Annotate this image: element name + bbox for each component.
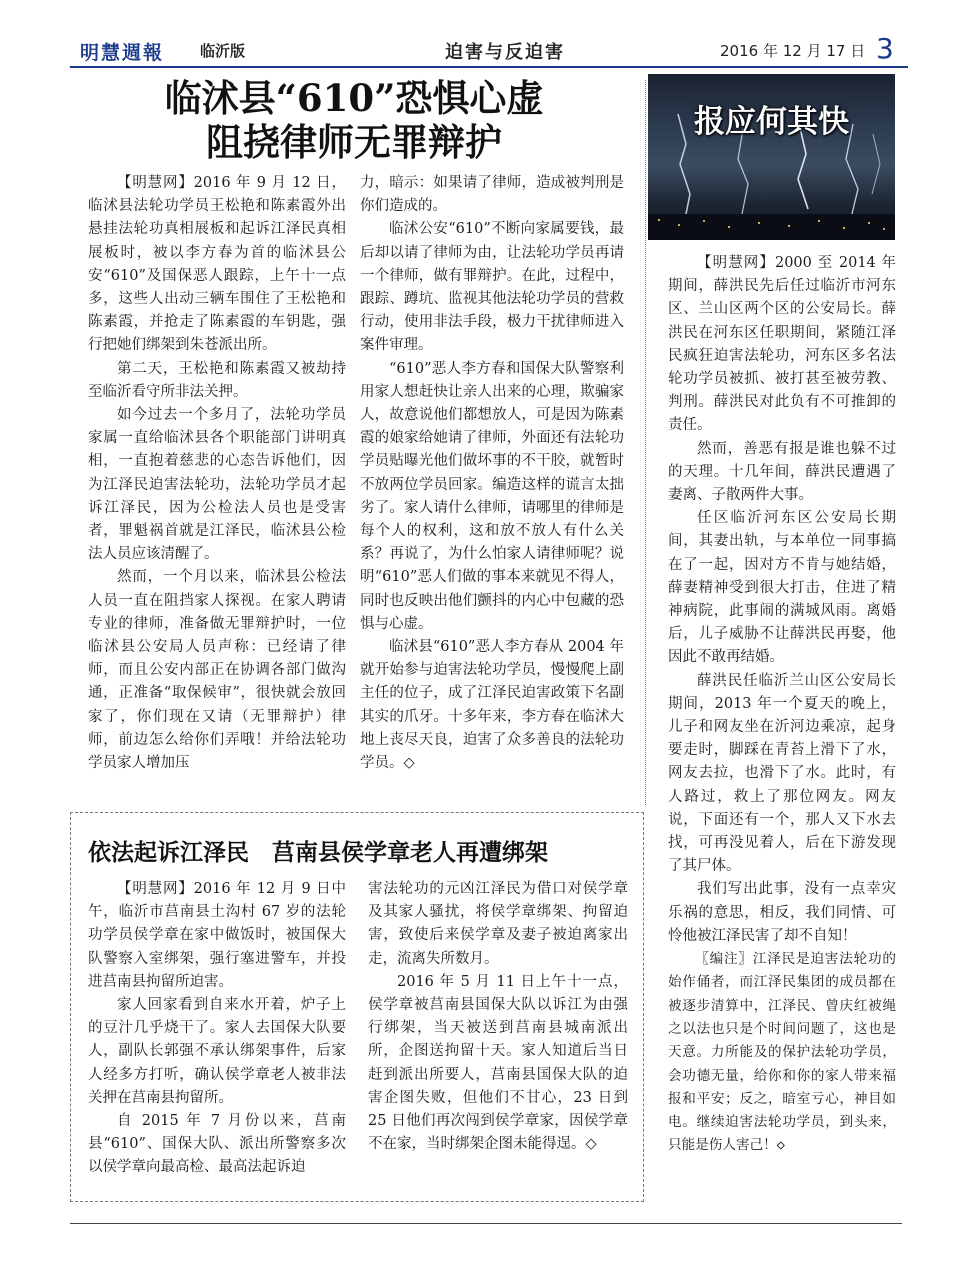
issue-date: 2016 年 12 月 17 日 — [720, 42, 866, 60]
page-number: 3 — [876, 32, 894, 65]
column-divider — [645, 80, 646, 805]
header-rule — [70, 66, 908, 68]
paragraph: 我们写出此事，没有一点幸灾乐祸的意思，相反，我们同情、可怜他被江泽民害了却不自知！ — [668, 881, 896, 944]
editor-note: 〖编注〗江泽民是迫害法轮功的始作俑者，而江泽民集团的成员都在被逐步清算中，江泽民、曾庆红被绳之以法也只是个时间问题了，这也是天意。力所能及的保护法轮功学员，会功德无量，给你和你的家人带来福报和平安；反之，暗室亏心，神目如电。继续迫害法轮功学员，到头来，只能是伤人害己！◇ — [668, 951, 896, 1154]
paragraph: 薛洪民任临沂兰山区公安局长期间，2013 年一个夏天的晚上，儿子和网友坐在沂河边乘凉，起身要走时，脚踩在青苔上滑下了水，网友去拉，也滑下了水。此时，有人路过，救上了那位网友。网友说，下面还有一个，那人又下水去找，可再没见着人，后在下游发现了其尸体。 — [668, 672, 896, 875]
paragraph: 家人回家看到自来水开着，炉子上的豆汁几乎烧干了。家人去国保大队要人，副队长郭强不承认绑架事件，后家人经多方打听，确认侯学章老人被非法关押在莒南县拘留所。 — [88, 997, 346, 1106]
edition-label: 临沂版 — [200, 42, 246, 60]
footer-rule — [70, 1223, 902, 1224]
section-title: 迫害与反迫害 — [445, 42, 565, 63]
article3-headline: 报应何其快 — [694, 104, 849, 140]
masthead-logo: 明慧週報 — [80, 42, 165, 64]
article1-title-line2: 阻挠律师无罪辩护 — [206, 120, 502, 164]
article1-column-2 — [360, 172, 624, 775]
lightning-storm-image — [648, 74, 895, 240]
paragraph: 【明慧网】2000 至 2014 年期间，薛洪民先后任过临沂市河东区、兰山区两个区的公安局长。薛洪民在河东区任职期间，紧随江泽民疯狂迫害法轮功，河东区多名法轮功学员被抓、被打甚至被劳教、判刑。薛洪民对此负有不可推卸的责任。 — [668, 255, 896, 434]
paragraph-continued: 害法轮功的元凶江泽民为借口对侯学章及其家人骚扰，将侯学章绑架、拘留迫害，致使后来侯学章及妻子被迫离家出走，流离失所数月。 — [368, 881, 628, 967]
paragraph-continued: 力，暗示：如果请了律师，造成被判刑是你们造成的。 — [360, 175, 624, 215]
paragraph: 如今过去一个多月了，法轮功学员家属一直给临沭县各个职能部门讲明真相，一直抱着慈悲的心态告诉他们，因为江泽民迫害法轮功，法轮功学员才起诉江泽民，因为公检法人员也是受害者，罪魁祸首就是江泽民，临沭县公检法人员应该清醒了。 — [88, 407, 346, 563]
paragraph: 临沭公安“610”不断向家属要钱，最后却以请了律师为由，让法轮功学员再请一个律师，做有罪辩护。在此，过程中，跟踪、蹲坑、监视其他法轮功学员的营救行动，使用非法手段，极力干扰律师进入案件审理。 — [360, 221, 624, 354]
article1-column-1 — [88, 172, 346, 775]
paragraph: 临沭县“610”恶人李方春从 2004 年就开始参与迫害法轮功学员，慢慢爬上副主任的位子，成了江泽民迫害政策下名副其实的爪牙。十多年来，李方春在临沭大地上丧尽天良，迫害了众多善良的法轮功学员。◇ — [360, 639, 624, 772]
paragraph: 然而，一个月以来，临沭县公检法人员一直在阻挡家人探视。在家人聘请专业的律师，准备做无罪辩护时，一位临沭县公安局人员声称：已经请了律师，而且公安内部正在协调各部门做沟通，正准备“取保候审”，很快就会放回家了，你们现在又请（无罪辩护）律师，前边怎么给你们弄哦！并给法轮功学员家人增加压 — [88, 569, 346, 772]
paragraph: 2016 年 5 月 11 日上午十一点，侯学章被莒南县国保大队以诉江为由强行绑架，当天被送到莒南县城南派出所，企图送拘留十天。家人知道后当日赶到派出所要人，莒南县国保大队的迫害企图失败，但他们不甘心，23 日到 25 日他们再次闯到侯学章家，因侯学章不在家，当时绑架企图未能得逞。◇ — [368, 973, 628, 1153]
article2-headline: 依法起诉江泽民 莒南县侯学章老人再遭绑架 — [88, 840, 548, 866]
paragraph: 任区临沂河东区公安局长期间，其妻出轨，与本单位一同事搞在了一起，因对方不肯与她结婚，薛妻精神受到很大打击，住进了精神病院，此事闹的满城风雨。离婚后，儿子威胁不让薛洪民再娶，他因此不敢再结婚。 — [668, 510, 896, 666]
paragraph: 【明慧网】2016 年 12 月 9 日中午，临沂市莒南县土沟村 67 岁的法轮功学员侯学章在家中做饭时，被国保大队警察入室绑架，强行塞进警车，并投进莒南县拘留所迫害。 — [88, 881, 346, 990]
article1-headline — [70, 76, 638, 164]
paragraph: 自 2015 年 7 月份以来，莒南县“610”、国保大队、派出所警察多次以侯学章向最高检、最高法起诉迫 — [88, 1113, 346, 1176]
paragraph: 然而，善恶有报是谁也躲不过的天理。十几年间，薛洪民遭遇了妻离、子散两件大事。 — [668, 440, 896, 504]
article1-title-line1: 临沭县“610”恐惧心虚 — [164, 76, 544, 120]
paragraph: “610”恶人李方春和国保大队警察利用家人想赶快让亲人出来的心理，欺骗家人，故意说他们都想放人，可是因为陈素霞的娘家给她请了律师，外面还有法轮功学员贴曝光他们做坏事的不干胶，就暂时不放两位学员回家。编造这样的谎言太拙劣了。家人请什么律师，请哪里的律师是每个人的权利，这和放不放人有什么关系？再说了，为什么怕家人请律师呢？说明“610”恶人们做的事本来就见不得人，同时也反映出他们颤抖的内心中包藏的恐惧与心虚。 — [360, 360, 624, 632]
paragraph: 【明慧网】2016 年 9 月 12 日，临沭县法轮功学员王松艳和陈素霞外出悬挂法轮功真相展板和起诉江泽民真相展板时，被以李方春为首的临沭县公安“610”及国保恶人跟踪，上午十一点多，这些人出动三辆车围住了王松艳和陈素霞，并抢走了陈素霞的车钥匙，强行把她们绑架到朱苍派出所。 — [88, 175, 346, 354]
article2-column-1 — [88, 878, 346, 1180]
page-header — [70, 34, 908, 66]
paragraph: 第二天，王松艳和陈素霞又被劫持至临沂看守所非法关押。 — [88, 360, 346, 400]
article2-column-2 — [368, 878, 628, 1156]
article3-column — [668, 252, 896, 1158]
